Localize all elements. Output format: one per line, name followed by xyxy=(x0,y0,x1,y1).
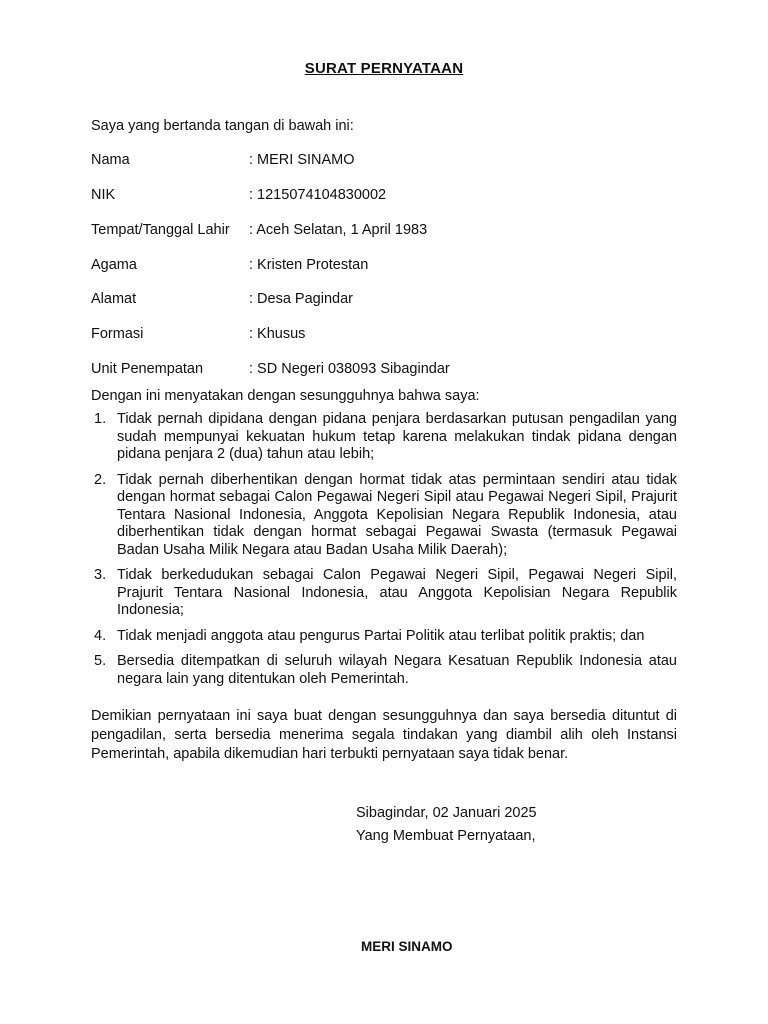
list-item xyxy=(91,567,677,620)
place-date: Sibagindar, 02 Januari 2025 xyxy=(356,805,537,821)
field-agama xyxy=(91,257,691,277)
field-value: : Aceh Selatan, 1 April 1983 xyxy=(249,222,428,238)
field-value: : 1215074104830002 xyxy=(249,187,387,203)
field-value: : Desa Pagindar xyxy=(249,291,353,307)
field-unit xyxy=(91,361,691,381)
document-title: SURAT PERNYATAAN xyxy=(304,60,464,77)
list-item xyxy=(91,653,677,688)
field-value: : SD Negeri 038093 Sibagindar xyxy=(249,361,450,377)
list-text: Tidak pernah diberhentikan dengan hormat tidak atas permintaan sendiri atau tidak dengan hormat sebagai Calon Pegawai Negeri Sipil atau Pegawai Negeri Sipil, Prajurit Tentara Nasional Indonesia, Anggota Kepolisian Negara Republik Indonesia, atau diberhentikan tidak dengan hormat sebagai Pegawai Swasta (termasuk Pegawai Badan Usaha Milik Negara atau Badan Usaha Milik Daerah); xyxy=(117,471,677,558)
list-text: Tidak berkedudukan sebagai Calon Pegawai Negeri Sipil, Pegawai Negeri Sipil, Prajurit Tentara Nasional Indonesia, atau Anggota Kepolisian Negara Republik Indonesia; xyxy=(117,567,677,618)
field-label: Alamat xyxy=(91,291,137,307)
field-nik xyxy=(91,187,691,207)
field-label: Nama xyxy=(91,152,130,168)
list-text: Tidak menjadi anggota atau pengurus Partai Politik atau terlibat politik praktis; dan xyxy=(117,627,645,644)
list-number: 3. xyxy=(94,567,107,583)
list-text: Tidak pernah dipidana dengan pidana penjara berdasarkan putusan pengadilan yang sudah mempunyai kekuatan hukum tetap karena melakukan tindak pidana dengan pidana penjara 2 (dua) tahun atau lebih; xyxy=(117,411,677,462)
statement-list xyxy=(91,411,677,696)
list-number: 4. xyxy=(94,627,107,644)
list-number: 5. xyxy=(94,653,107,669)
field-label: Tempat/Tanggal Lahir xyxy=(91,222,230,238)
list-text: Bersedia ditempatkan di seluruh wilayah Negara Kesatuan Republik Indonesia atau negara lain yang ditentukan oleh Pemerintah. xyxy=(117,653,677,687)
list-number: 1. xyxy=(94,411,107,427)
list-item xyxy=(91,628,677,646)
list-item xyxy=(91,411,677,464)
field-formasi xyxy=(91,326,691,346)
field-alamat xyxy=(91,291,691,311)
closing-paragraph: Demikian pernyataan ini saya buat dengan sesungguhnya dan saya bersedia dituntut di pengadilan, serta bersedia menerima segala tindakan yang diambil alih oleh Instansi Pemerintah, apabila dikemudian hari terbukti pernyataan saya tidak benar. xyxy=(91,708,677,762)
field-nama xyxy=(91,152,691,172)
field-value: : Khusus xyxy=(249,326,306,342)
field-value: : MERI SINAMO xyxy=(249,152,355,168)
field-label: Agama xyxy=(91,257,137,273)
list-number: 2. xyxy=(94,471,107,488)
field-label: NIK xyxy=(91,187,116,203)
field-label: Formasi xyxy=(91,326,144,342)
field-label: Unit Penempatan xyxy=(91,361,204,377)
field-birth xyxy=(91,222,691,242)
maker-label: Yang Membuat Pernyataan, xyxy=(356,828,536,844)
signer-name: MERI SINAMO xyxy=(361,939,453,954)
field-value: : Kristen Protestan xyxy=(249,257,369,273)
statement-text: Dengan ini menyatakan dengan sesungguhnya bahwa saya: xyxy=(91,388,480,404)
list-item xyxy=(91,472,677,560)
intro-text: Saya yang bertanda tangan di bawah ini: xyxy=(91,118,354,134)
